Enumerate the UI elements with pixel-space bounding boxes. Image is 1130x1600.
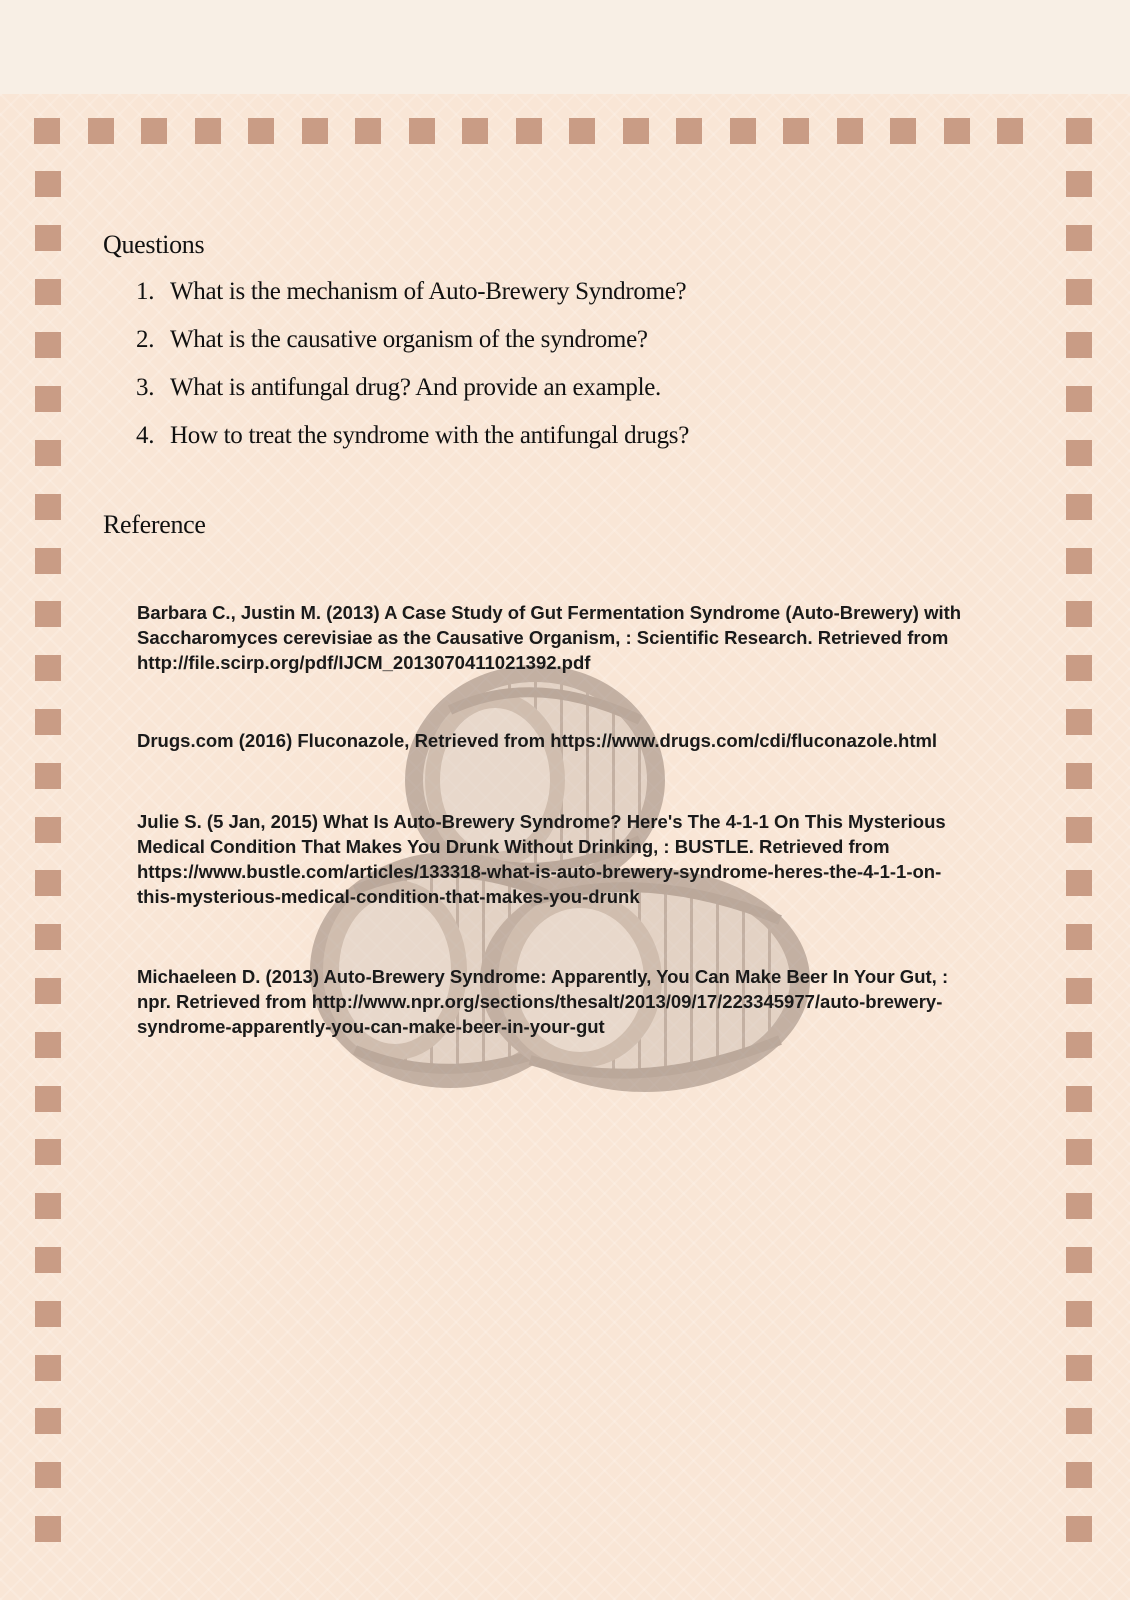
questions-heading: Questions	[103, 230, 205, 259]
question-item	[136, 422, 1036, 470]
question-number: 2.	[136, 326, 155, 353]
questions-list	[136, 278, 1036, 470]
reference-entry	[137, 600, 1037, 675]
reference-line: Medical Condition That Makes You Drunk Without Drinking, : BUSTLE. Retrieved from	[137, 836, 890, 857]
reference-entry	[137, 728, 1037, 753]
question-number: 4.	[136, 422, 155, 449]
question-text: How to treat the syndrome with the antifungal drugs?	[170, 422, 689, 449]
question-item	[136, 374, 1036, 422]
question-item	[136, 278, 1036, 326]
reference-line: Michaeleen D. (2013) Auto-Brewery Syndrome: Apparently, You Can Make Beer In Your Gut, :	[137, 966, 949, 987]
reference-heading: Reference	[103, 510, 206, 539]
reference-line: Drugs.com (2016) Fluconazole, Retrieved from https://www.drugs.com/cdi/fluconazole.html	[137, 730, 938, 751]
reference-line: this-mysterious-medical-condition-that-makes-you-drunk	[137, 886, 640, 907]
reference-line: http://file.scirp.org/pdf/IJCM_2013070411021392.pdf	[137, 652, 591, 673]
reference-entry	[137, 964, 1037, 1039]
reference-entry	[137, 809, 1037, 909]
reference-line: Saccharomyces cerevisiae as the Causative Organism, : Scientific Research. Retrieved from	[137, 627, 949, 648]
reference-line: https://www.bustle.com/articles/133318-what-is-auto-brewery-syndrome-heres-the-4-1-1-on-	[137, 861, 942, 882]
reference-line: npr. Retrieved from http://www.npr.org/sections/thesalt/2013/09/17/223345977/auto-brewery-	[137, 991, 943, 1012]
reference-line: syndrome-apparently-you-can-make-beer-in-your-gut	[137, 1016, 605, 1037]
question-number: 3.	[136, 374, 155, 401]
question-item	[136, 326, 1036, 374]
reference-line: Barbara C., Justin M. (2013) A Case Study of Gut Fermentation Syndrome (Auto-Brewery) with	[137, 602, 962, 623]
reference-line: Julie S. (5 Jan, 2015) What Is Auto-Brewery Syndrome? Here's The 4-1-1 On This Mysterious	[137, 811, 946, 832]
question-text: What is the causative organism of the syndrome?	[170, 326, 648, 353]
question-text: What is antifungal drug? And provide an example.	[170, 374, 662, 401]
question-text: What is the mechanism of Auto-Brewery Syndrome?	[170, 278, 687, 305]
question-number: 1.	[136, 278, 155, 305]
